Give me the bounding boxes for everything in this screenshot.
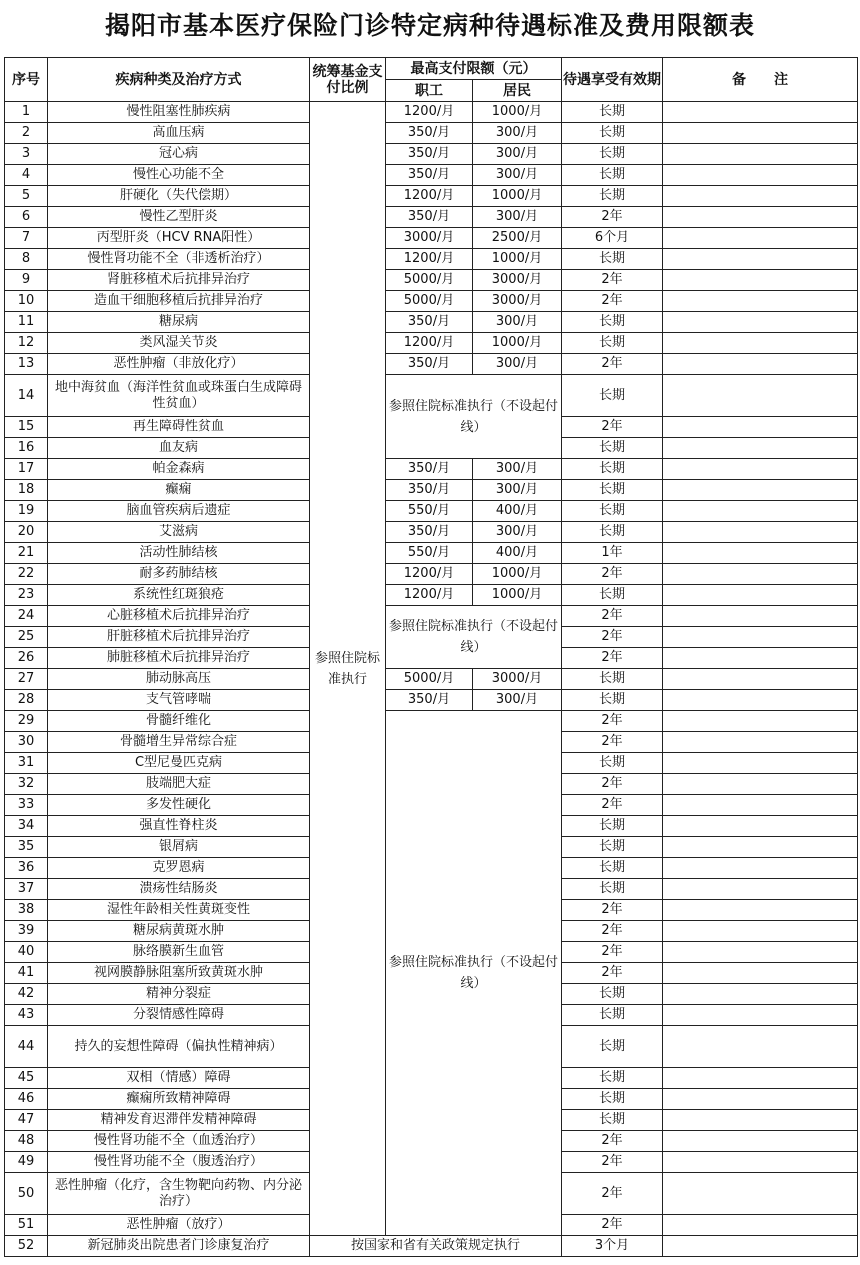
- validity-period: 长期: [562, 123, 663, 144]
- row-number: 19: [5, 501, 48, 522]
- row-number: 3: [5, 144, 48, 165]
- row-number: 36: [5, 858, 48, 879]
- validity-period: 2年: [562, 774, 663, 795]
- validity-period: 2年: [562, 606, 663, 627]
- disease-name: 多发性硬化: [48, 795, 310, 816]
- row-number: 34: [5, 816, 48, 837]
- row-number: 23: [5, 585, 48, 606]
- validity-period: 长期: [562, 459, 663, 480]
- validity-period: 长期: [562, 879, 663, 900]
- table-row: [5, 312, 858, 333]
- row-number: 38: [5, 900, 48, 921]
- remark-cell: [663, 207, 858, 228]
- header-no: 序号: [5, 58, 48, 102]
- remark-cell: [663, 1152, 858, 1173]
- disease-name: 分裂情感性障碍: [48, 1005, 310, 1026]
- remark-cell: [663, 144, 858, 165]
- remark-cell: [663, 480, 858, 501]
- remark-cell: [663, 102, 858, 123]
- disease-name: 帕金森病: [48, 459, 310, 480]
- validity-period: 2年: [562, 648, 663, 669]
- employee-limit: 350/月: [386, 480, 473, 501]
- remark-cell: [663, 795, 858, 816]
- employee-limit: 1200/月: [386, 186, 473, 207]
- disease-name: 活动性肺结核: [48, 543, 310, 564]
- row-number: 18: [5, 480, 48, 501]
- validity-period: 2年: [562, 963, 663, 984]
- row-number: 41: [5, 963, 48, 984]
- disease-name: 癫痫: [48, 480, 310, 501]
- remark-cell: [663, 1068, 858, 1089]
- resident-limit: 1000/月: [473, 249, 562, 270]
- remark-cell: [663, 627, 858, 648]
- disease-name: 肝脏移植术后抗排异治疗: [48, 627, 310, 648]
- header-validity: 待遇享受有效期: [562, 58, 663, 102]
- validity-period: 2年: [562, 942, 663, 963]
- remark-cell: [663, 333, 858, 354]
- table-row: [5, 690, 858, 711]
- table-row: [5, 291, 858, 312]
- row-number: 43: [5, 1005, 48, 1026]
- header-row-1: [5, 58, 858, 80]
- disease-name: 强直性脊柱炎: [48, 816, 310, 837]
- remark-cell: [663, 123, 858, 144]
- table-row: [5, 165, 858, 186]
- fund-ratio-cell: 参照住院标准执行: [310, 102, 386, 1236]
- remark-cell: [663, 270, 858, 291]
- row-number: 28: [5, 690, 48, 711]
- validity-period: 2年: [562, 921, 663, 942]
- disease-name: 慢性肾功能不全（腹透治疗）: [48, 1152, 310, 1173]
- row-number: 16: [5, 438, 48, 459]
- row-number: 14: [5, 375, 48, 417]
- validity-period: 2年: [562, 732, 663, 753]
- row-number: 46: [5, 1089, 48, 1110]
- table-row: [5, 207, 858, 228]
- row-number: 2: [5, 123, 48, 144]
- table-row: [5, 144, 858, 165]
- row-number: 10: [5, 291, 48, 312]
- disease-name: 慢性肾功能不全（血透治疗）: [48, 1131, 310, 1152]
- resident-limit: 300/月: [473, 312, 562, 333]
- resident-limit: 2500/月: [473, 228, 562, 249]
- resident-limit: 300/月: [473, 144, 562, 165]
- validity-period: 长期: [562, 438, 663, 459]
- row-number: 9: [5, 270, 48, 291]
- validity-period: 2年: [562, 1173, 663, 1215]
- validity-period: 长期: [562, 837, 663, 858]
- limit-table: [4, 57, 857, 1257]
- disease-name: 慢性乙型肝炎: [48, 207, 310, 228]
- disease-name: 骨髓纤维化: [48, 711, 310, 732]
- disease-name: 湿性年龄相关性黄斑变性: [48, 900, 310, 921]
- disease-name: 慢性心功能不全: [48, 165, 310, 186]
- row-number: 32: [5, 774, 48, 795]
- validity-period: 长期: [562, 144, 663, 165]
- disease-name: 肢端肥大症: [48, 774, 310, 795]
- resident-limit: 400/月: [473, 501, 562, 522]
- disease-name: 糖尿病黄斑水肿: [48, 921, 310, 942]
- employee-limit: 350/月: [386, 312, 473, 333]
- disease-name: 肝硬化（失代偿期）: [48, 186, 310, 207]
- disease-name: 丙型肝炎（HCV RNA阳性）: [48, 228, 310, 249]
- remark-cell: [663, 585, 858, 606]
- disease-name: 肺脏移植术后抗排异治疗: [48, 648, 310, 669]
- remark-cell: [663, 837, 858, 858]
- disease-name: 克罗恩病: [48, 858, 310, 879]
- row-number: 25: [5, 627, 48, 648]
- resident-limit: 400/月: [473, 543, 562, 564]
- table-row: [5, 501, 858, 522]
- validity-period: 2年: [562, 1131, 663, 1152]
- remark-cell: [663, 291, 858, 312]
- disease-name: 冠心病: [48, 144, 310, 165]
- disease-name: 慢性阻塞性肺疾病: [48, 102, 310, 123]
- disease-name: 糖尿病: [48, 312, 310, 333]
- disease-name: 系统性红斑狼疮: [48, 585, 310, 606]
- header-limit: 最高支付限额（元）: [386, 58, 562, 80]
- remark-cell: [663, 543, 858, 564]
- disease-name: 地中海贫血（海洋性贫血或珠蛋白生成障碍性贫血）: [48, 375, 310, 417]
- table-row: [5, 522, 858, 543]
- validity-period: 长期: [562, 1110, 663, 1131]
- row-number: 27: [5, 669, 48, 690]
- row-number: 35: [5, 837, 48, 858]
- remark-cell: [663, 459, 858, 480]
- employee-limit: 350/月: [386, 144, 473, 165]
- disease-name: 溃疡性结肠炎: [48, 879, 310, 900]
- remark-cell: [663, 816, 858, 837]
- validity-period: 长期: [562, 753, 663, 774]
- validity-period: 长期: [562, 669, 663, 690]
- remark-cell: [663, 984, 858, 1005]
- row-number: 37: [5, 879, 48, 900]
- table-row: [5, 102, 858, 123]
- disease-name: 癫痫所致精神障碍: [48, 1089, 310, 1110]
- employee-limit: 350/月: [386, 522, 473, 543]
- disease-name: 脉络膜新生血管: [48, 942, 310, 963]
- row-number: 47: [5, 1110, 48, 1131]
- remark-cell: [663, 690, 858, 711]
- table: [4, 57, 858, 1257]
- disease-name: 新冠肺炎出院患者门诊康复治疗: [48, 1236, 310, 1257]
- remark-cell: [663, 501, 858, 522]
- employee-limit: 550/月: [386, 543, 473, 564]
- table-row: [5, 354, 858, 375]
- reference-standard-cell: 参照住院标准执行（不设起付线）: [386, 711, 562, 1236]
- disease-name: 心脏移植术后抗排异治疗: [48, 606, 310, 627]
- validity-period: 2年: [562, 627, 663, 648]
- row-number: 44: [5, 1026, 48, 1068]
- validity-period: 长期: [562, 1026, 663, 1068]
- disease-name: C型尼曼匹克病: [48, 753, 310, 774]
- remark-cell: [663, 312, 858, 333]
- validity-period: 长期: [562, 690, 663, 711]
- row-number: 11: [5, 312, 48, 333]
- remark-cell: [663, 942, 858, 963]
- remark-cell: [663, 375, 858, 417]
- row-number: 42: [5, 984, 48, 1005]
- disease-name: 再生障碍性贫血: [48, 417, 310, 438]
- resident-limit: 300/月: [473, 522, 562, 543]
- employee-limit: 350/月: [386, 165, 473, 186]
- validity-period: 2年: [562, 291, 663, 312]
- validity-period: 长期: [562, 102, 663, 123]
- employee-limit: 1200/月: [386, 564, 473, 585]
- table-row: [5, 585, 858, 606]
- remark-cell: [663, 1215, 858, 1236]
- remark-cell: [663, 228, 858, 249]
- table-row: [5, 606, 858, 627]
- resident-limit: 1000/月: [473, 585, 562, 606]
- row-number: 8: [5, 249, 48, 270]
- remark-cell: [663, 1110, 858, 1131]
- remark-cell: [663, 921, 858, 942]
- row-number: 50: [5, 1173, 48, 1215]
- validity-period: 1年: [562, 543, 663, 564]
- resident-limit: 1000/月: [473, 186, 562, 207]
- validity-period: 2年: [562, 711, 663, 732]
- row-number: 20: [5, 522, 48, 543]
- resident-limit: 1000/月: [473, 102, 562, 123]
- remark-cell: [663, 1005, 858, 1026]
- disease-name: 耐多药肺结核: [48, 564, 310, 585]
- validity-period: 长期: [562, 165, 663, 186]
- page-title: 揭阳市基本医疗保险门诊特定病种待遇标准及费用限额表: [104, 11, 755, 40]
- employee-limit: 5000/月: [386, 270, 473, 291]
- row-number: 48: [5, 1131, 48, 1152]
- row-number: 21: [5, 543, 48, 564]
- validity-period: 长期: [562, 480, 663, 501]
- remark-cell: [663, 1026, 858, 1068]
- employee-limit: 1200/月: [386, 102, 473, 123]
- validity-period: 长期: [562, 249, 663, 270]
- resident-limit: 300/月: [473, 480, 562, 501]
- remark-cell: [663, 1236, 858, 1257]
- validity-period: 长期: [562, 501, 663, 522]
- remark-cell: [663, 732, 858, 753]
- employee-limit: 5000/月: [386, 291, 473, 312]
- remark-cell: [663, 1089, 858, 1110]
- header-remark: 备 注: [663, 58, 858, 102]
- table-row: [5, 375, 858, 417]
- employee-limit: 350/月: [386, 354, 473, 375]
- validity-period: 6个月: [562, 228, 663, 249]
- disease-name: 艾滋病: [48, 522, 310, 543]
- remark-cell: [663, 186, 858, 207]
- employee-limit: 350/月: [386, 690, 473, 711]
- validity-period: 长期: [562, 375, 663, 417]
- row-number: 13: [5, 354, 48, 375]
- employee-limit: 350/月: [386, 123, 473, 144]
- employee-limit: 1200/月: [386, 585, 473, 606]
- resident-limit: 300/月: [473, 690, 562, 711]
- header-disease: 疾病种类及治疗方式: [48, 58, 310, 102]
- validity-period: 2年: [562, 207, 663, 228]
- table-row: [5, 249, 858, 270]
- disease-name: 慢性肾功能不全（非透析治疗）: [48, 249, 310, 270]
- validity-period: 长期: [562, 312, 663, 333]
- table-row: [5, 711, 858, 732]
- table-row: [5, 123, 858, 144]
- row-number: 26: [5, 648, 48, 669]
- disease-name: 类风湿关节炎: [48, 333, 310, 354]
- remark-cell: [663, 606, 858, 627]
- disease-name: 骨髓增生异常综合症: [48, 732, 310, 753]
- row-number: 15: [5, 417, 48, 438]
- row-number: 30: [5, 732, 48, 753]
- disease-name: 高血压病: [48, 123, 310, 144]
- disease-name: 肾脏移植术后抗排异治疗: [48, 270, 310, 291]
- row-number: 7: [5, 228, 48, 249]
- remark-cell: [663, 774, 858, 795]
- disease-name: 精神发育迟滞伴发精神障碍: [48, 1110, 310, 1131]
- row-number: 40: [5, 942, 48, 963]
- disease-name: 造血干细胞移植后抗排异治疗: [48, 291, 310, 312]
- table-body: [5, 102, 858, 1257]
- disease-name: 恶性肿瘤（非放化疗）: [48, 354, 310, 375]
- remark-cell: [663, 249, 858, 270]
- table-row: [5, 270, 858, 291]
- validity-period: 2年: [562, 564, 663, 585]
- validity-period: 2年: [562, 1215, 663, 1236]
- employee-limit: 1200/月: [386, 249, 473, 270]
- row-number: 49: [5, 1152, 48, 1173]
- disease-name: 精神分裂症: [48, 984, 310, 1005]
- validity-period: 长期: [562, 1068, 663, 1089]
- validity-period: 3个月: [562, 1236, 663, 1257]
- policy-note-cell: 按国家和省有关政策规定执行: [310, 1236, 562, 1257]
- row-number: 12: [5, 333, 48, 354]
- disease-name: 血友病: [48, 438, 310, 459]
- remark-cell: [663, 711, 858, 732]
- remark-cell: [663, 1173, 858, 1215]
- validity-period: 2年: [562, 270, 663, 291]
- remark-cell: [663, 648, 858, 669]
- disease-name: 双相（情感）障碍: [48, 1068, 310, 1089]
- resident-limit: 3000/月: [473, 669, 562, 690]
- remark-cell: [663, 858, 858, 879]
- resident-limit: 300/月: [473, 354, 562, 375]
- remark-cell: [663, 165, 858, 186]
- resident-limit: 3000/月: [473, 291, 562, 312]
- validity-period: 长期: [562, 585, 663, 606]
- validity-period: 长期: [562, 858, 663, 879]
- disease-name: 恶性肿瘤（化疗，含生物靶向药物、内分泌治疗）: [48, 1173, 310, 1215]
- validity-period: 长期: [562, 1089, 663, 1110]
- disease-name: 持久的妄想性障碍（偏执性精神病）: [48, 1026, 310, 1068]
- table-row: [5, 543, 858, 564]
- resident-limit: 3000/月: [473, 270, 562, 291]
- validity-period: 长期: [562, 1005, 663, 1026]
- header-resident: 居民: [473, 80, 562, 102]
- table-row: [5, 186, 858, 207]
- disease-name: 银屑病: [48, 837, 310, 858]
- remark-cell: [663, 522, 858, 543]
- employee-limit: 350/月: [386, 459, 473, 480]
- remark-cell: [663, 417, 858, 438]
- table-row: [5, 669, 858, 690]
- remark-cell: [663, 900, 858, 921]
- remark-cell: [663, 564, 858, 585]
- employee-limit: 550/月: [386, 501, 473, 522]
- resident-limit: 1000/月: [473, 564, 562, 585]
- row-number: 4: [5, 165, 48, 186]
- row-number: 22: [5, 564, 48, 585]
- remark-cell: [663, 1131, 858, 1152]
- table-row: [5, 228, 858, 249]
- row-number: 17: [5, 459, 48, 480]
- row-number: 6: [5, 207, 48, 228]
- table-row: [5, 459, 858, 480]
- validity-period: 长期: [562, 186, 663, 207]
- employee-limit: 350/月: [386, 207, 473, 228]
- remark-cell: [663, 438, 858, 459]
- reference-standard-cell: 参照住院标准执行（不设起付线）: [386, 375, 562, 459]
- remark-cell: [663, 753, 858, 774]
- resident-limit: 300/月: [473, 123, 562, 144]
- table-row: [5, 564, 858, 585]
- employee-limit: 1200/月: [386, 333, 473, 354]
- reference-standard-cell: 参照住院标准执行（不设起付线）: [386, 606, 562, 669]
- header-employee: 职工: [386, 80, 473, 102]
- employee-limit: 5000/月: [386, 669, 473, 690]
- resident-limit: 300/月: [473, 207, 562, 228]
- row-number: 24: [5, 606, 48, 627]
- resident-limit: 1000/月: [473, 333, 562, 354]
- employee-limit: 3000/月: [386, 228, 473, 249]
- validity-period: 2年: [562, 417, 663, 438]
- validity-period: 长期: [562, 816, 663, 837]
- validity-period: 长期: [562, 333, 663, 354]
- validity-period: 2年: [562, 900, 663, 921]
- disease-name: 视网膜静脉阻塞所致黄斑水肿: [48, 963, 310, 984]
- row-number: 29: [5, 711, 48, 732]
- row-number: 5: [5, 186, 48, 207]
- row-number: 31: [5, 753, 48, 774]
- table-row: [5, 1236, 858, 1257]
- row-number: 1: [5, 102, 48, 123]
- resident-limit: 300/月: [473, 165, 562, 186]
- row-number: 33: [5, 795, 48, 816]
- remark-cell: [663, 354, 858, 375]
- disease-name: 支气管哮喘: [48, 690, 310, 711]
- remark-cell: [663, 669, 858, 690]
- validity-period: 2年: [562, 795, 663, 816]
- table-row: [5, 333, 858, 354]
- row-number: 39: [5, 921, 48, 942]
- validity-period: 2年: [562, 1152, 663, 1173]
- remark-cell: [663, 879, 858, 900]
- disease-name: 恶性肿瘤（放疗）: [48, 1215, 310, 1236]
- validity-period: 长期: [562, 984, 663, 1005]
- row-number: 45: [5, 1068, 48, 1089]
- disease-name: 肺动脉高压: [48, 669, 310, 690]
- resident-limit: 300/月: [473, 459, 562, 480]
- validity-period: 2年: [562, 354, 663, 375]
- disease-name: 脑血管疾病后遗症: [48, 501, 310, 522]
- validity-period: 长期: [562, 522, 663, 543]
- remark-cell: [663, 963, 858, 984]
- header-ratio: 统筹基金支付比例: [310, 58, 386, 102]
- row-number: 52: [5, 1236, 48, 1257]
- table-row: [5, 480, 858, 501]
- row-number: 51: [5, 1215, 48, 1236]
